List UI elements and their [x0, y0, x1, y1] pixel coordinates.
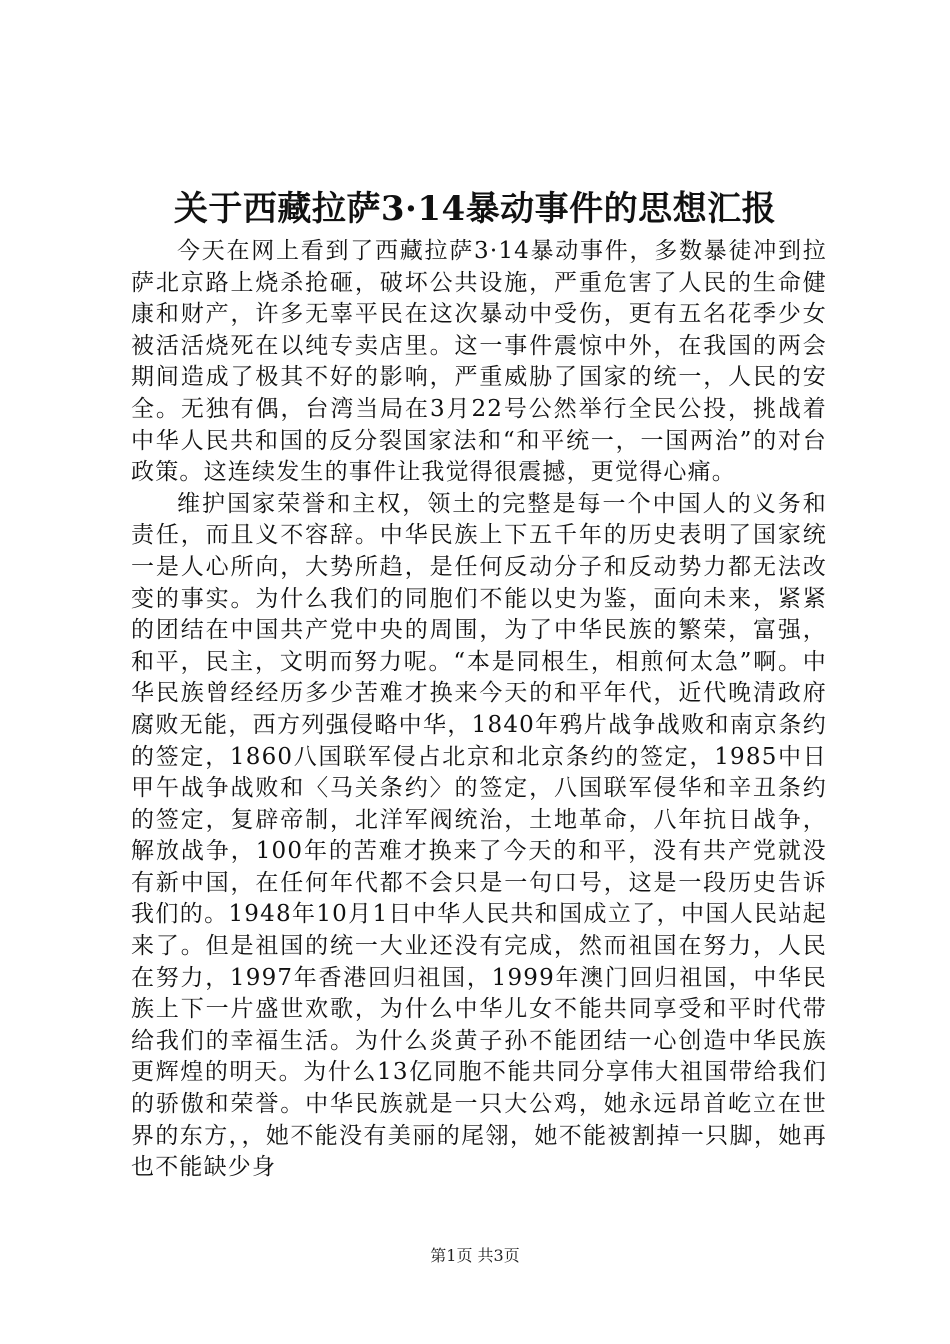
- paragraph: 今天在网上看到了西藏拉萨3·14暴动事件，多数暴徒冲到拉萨北京路上烧杀抢砸，破坏公共设施，严重危害了人民的生命健康和财产，许多无辜平民在这次暴动中受伤，更有五名花季少女被活活烧死在以纯专卖店里。这一事件震惊中外，在我国的两会期间造成了极其不好的影响，严重威胁了国家的统一，人民的安全。无独有偶，台湾当局在3月22号公然举行全民公投，挑战着中华人民共和国的反分裂国家法和“和平统一，一国两治”的对台政策。这连续发生的事件让我觉得很震撼，更觉得心痛。: [131, 238, 827, 486]
- page-number-footer: 第1页 共3页: [430, 1246, 520, 1265]
- document-title: 关于西藏拉萨3·14暴动事件的思想汇报: [173, 189, 777, 229]
- document-body: [131, 236, 827, 1184]
- paragraph: 维护国家荣誉和主权，领土的完整是每一个中国人的义务和责任，而且义不容辞。中华民族上下五千年的历史表明了国家统一是人心所向，大势所趋，是任何反动分子和反动势力都无法改变的事实。为什么我们的同胞们不能以史为鉴，面向未来，紧紧的团结在中国共产党中央的周围，为了中华民族的繁荣，富强，和平，民主，文明而努力呢。“本是同根生，相煎何太急”啊。中华民族曾经经历多少苦难才换来今天的和平年代，近代晚清政府腐败无能，西方列强侵略中华，1840年鸦片战争战败和南京条约的签定，1860八国联军侵占北京和北京条约的签定，1985中日甲午战争战败和〈马关条约〉的签定，八国联军侵华和辛丑条约的签定，复辟帝制，北洋军阀统治，土地革命，八年抗日战争，解放战争，100年的苦难才换来了今天的和平，没有共产党就没有新中国，在任何年代都不会只是一句口号，这是一段历史告诉我们的。1948年10月1日中华人民共和国成立了，中国人民站起来了。但是祖国的统一大业还没有完成，然而祖国在努力，人民在努力，1997年香港回归祖国，1999年澳门回归祖国，中华民族上下一片盛世欢歌，为什么中华儿女不能共同享受和平时代带给我们的幸福生活。为什么炎黄子孙不能团结一心创造中华民族更辉煌的明天。为什么13亿同胞不能共同分享伟大祖国带给我们的骄傲和荣誉。中华民族就是一只大公鸡，她永远昂首屹立在世界的东方，，她不能没有美丽的尾翎，她不能被割掉一只脚，她再也不能缺少身: [131, 490, 827, 1181]
